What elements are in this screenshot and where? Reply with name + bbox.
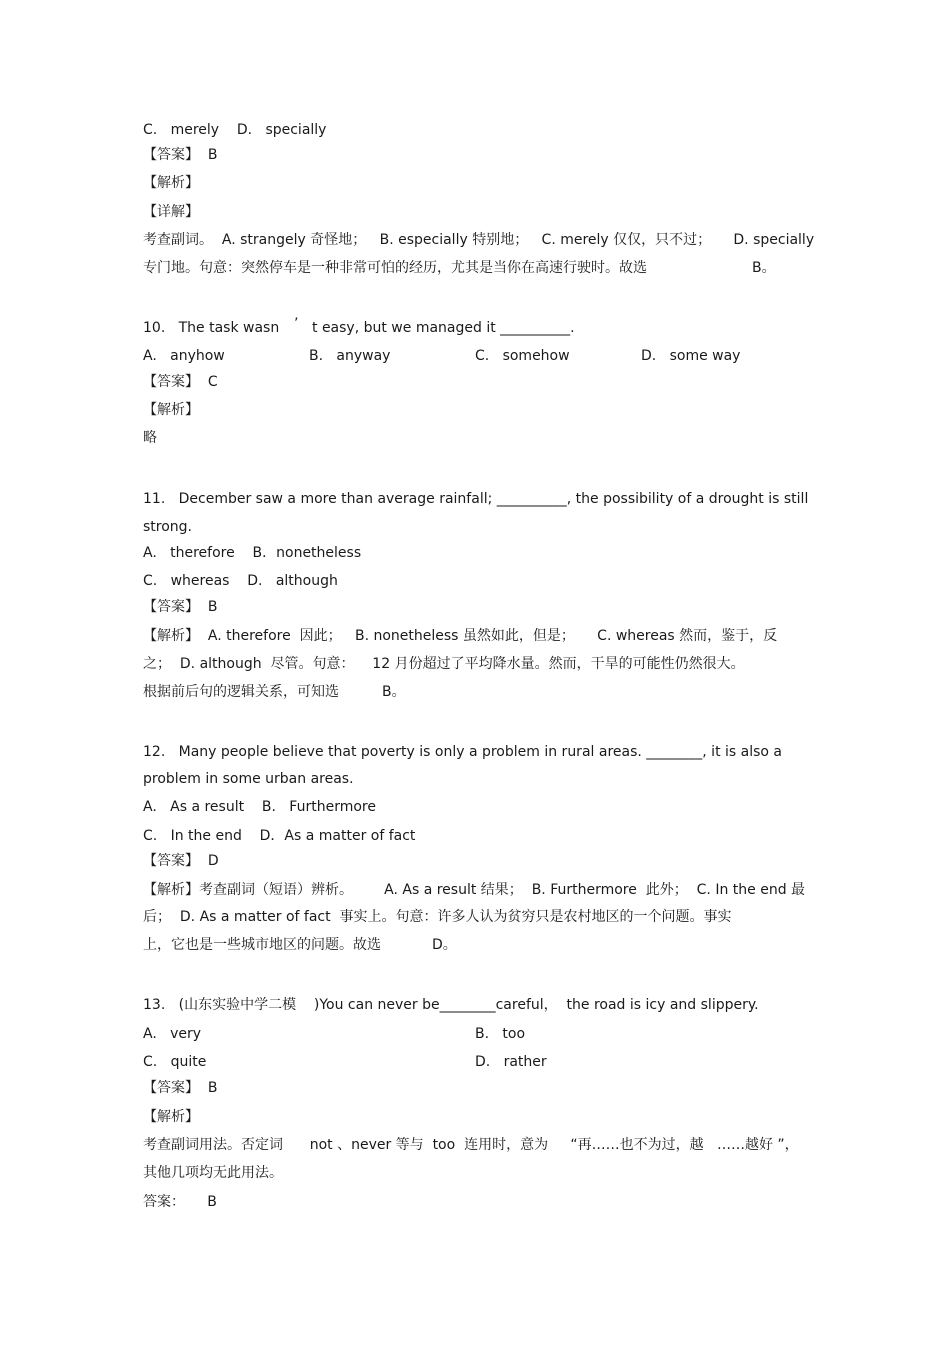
q10-stem: 10. The task wasn: [143, 320, 280, 336]
q13-option-b: B. too: [475, 1026, 526, 1042]
q13-stem: 13. (山东实验中学二模 )You can never be________careful， the road is icy and slippery.: [143, 997, 759, 1013]
q9-analysis-label: 【解析】: [143, 175, 199, 191]
q10-analysis-text: 略: [143, 430, 157, 446]
q13-explanation-line-1: 考查副词用法。否定词 not 、never 等与 too 连用时，意为 “再……也不为过，越 ……越好 ”，: [143, 1137, 799, 1153]
q13-option-a: A. very: [143, 1026, 202, 1042]
q12-stem-line-2: problem in some urban areas.: [143, 771, 354, 787]
q11-analysis-line-2: 之； D. although 尽管。句意： 12 月份超过了平均降水量。然而，干旱的可能性仍然很大。: [143, 656, 745, 672]
q10-analysis-label: 【解析】: [143, 402, 199, 418]
q12-analysis-line-2: 后； D. As a matter of fact 事实上。句意：许多人认为贫穷只是农村地区的一个问题。事实: [143, 909, 732, 925]
q12-options-cd: C. In the end D．As a matter of fact: [143, 828, 416, 844]
q9-explanation-choice: B。: [752, 260, 776, 276]
q9-detail-label: 【详解】: [143, 204, 199, 220]
q11-answer: 【答案】 B: [143, 599, 218, 615]
q10-option-b: B. anyway: [309, 348, 391, 364]
q10-stem-rest: t easy, but we managed it __________.: [312, 320, 575, 336]
q11-options-cd: C. whereas D. although: [143, 573, 338, 589]
q11-stem-line-2: strong.: [143, 519, 193, 535]
q13-final-answer: 答案： B: [143, 1194, 217, 1210]
q13-analysis-label: 【解析】: [143, 1109, 199, 1125]
q12-analysis-choice: D。: [432, 937, 457, 953]
q9-options-cd: C. merely D. specially: [143, 122, 327, 138]
q13-option-d: D. rather: [475, 1054, 547, 1070]
q10-option-c: C. somehow: [475, 348, 570, 364]
q13-option-c: C. quite: [143, 1054, 207, 1070]
q11-stem-line-1: 11. December saw a more than average rainfall; __________, the possibility of a drought is still: [143, 491, 809, 507]
q11-options-ab: A. therefore B．nonetheless: [143, 545, 362, 561]
q9-explanation-line-2: 专门地。句意：突然停车是一种非常可怕的经历，尤其是当你在高速行驶时。故选: [143, 260, 647, 276]
q11-analysis-line-3: 根据前后句的逻辑关系，可知选: [143, 684, 339, 700]
q13-answer: 【答案】 B: [143, 1080, 218, 1096]
q12-answer: 【答案】 D: [143, 853, 219, 869]
q10-option-a: A. anyhow: [143, 348, 225, 364]
q12-options-ab: A. As a result B. Furthermore: [143, 799, 376, 815]
q13-explanation-line-2: 其他几项均无此用法。: [143, 1165, 283, 1181]
q11-analysis-line-1: 【解析】 A. therefore 因此； B. nonetheless 虽然如此，但是； C. whereas 然而，鉴于，反: [143, 628, 778, 644]
q9-explanation-line-1: 考查副词。 A. strangely 奇怪地； B. especially 特别地； C. merely 仅仅，只不过； D. specially: [143, 232, 815, 248]
q10-option-d: D. some way: [641, 348, 741, 364]
q11-analysis-choice: B。: [382, 684, 406, 700]
q9-answer: 【答案】 B: [143, 147, 218, 163]
q10-answer: 【答案】 C: [143, 374, 218, 390]
q12-stem-line-1: 12. Many people believe that poverty is only a problem in rural areas. ________, it is also a: [143, 744, 782, 760]
q12-analysis-line-3: 上，它也是一些城市地区的问题。故选: [143, 937, 381, 953]
q10-stem-apostrophe: ’: [294, 316, 299, 332]
q12-analysis-line-1: 【解析】考查副词（短语）辨析。 A. As a result 结果； B. Furthermore 此外； C. In the end 最: [143, 882, 806, 898]
